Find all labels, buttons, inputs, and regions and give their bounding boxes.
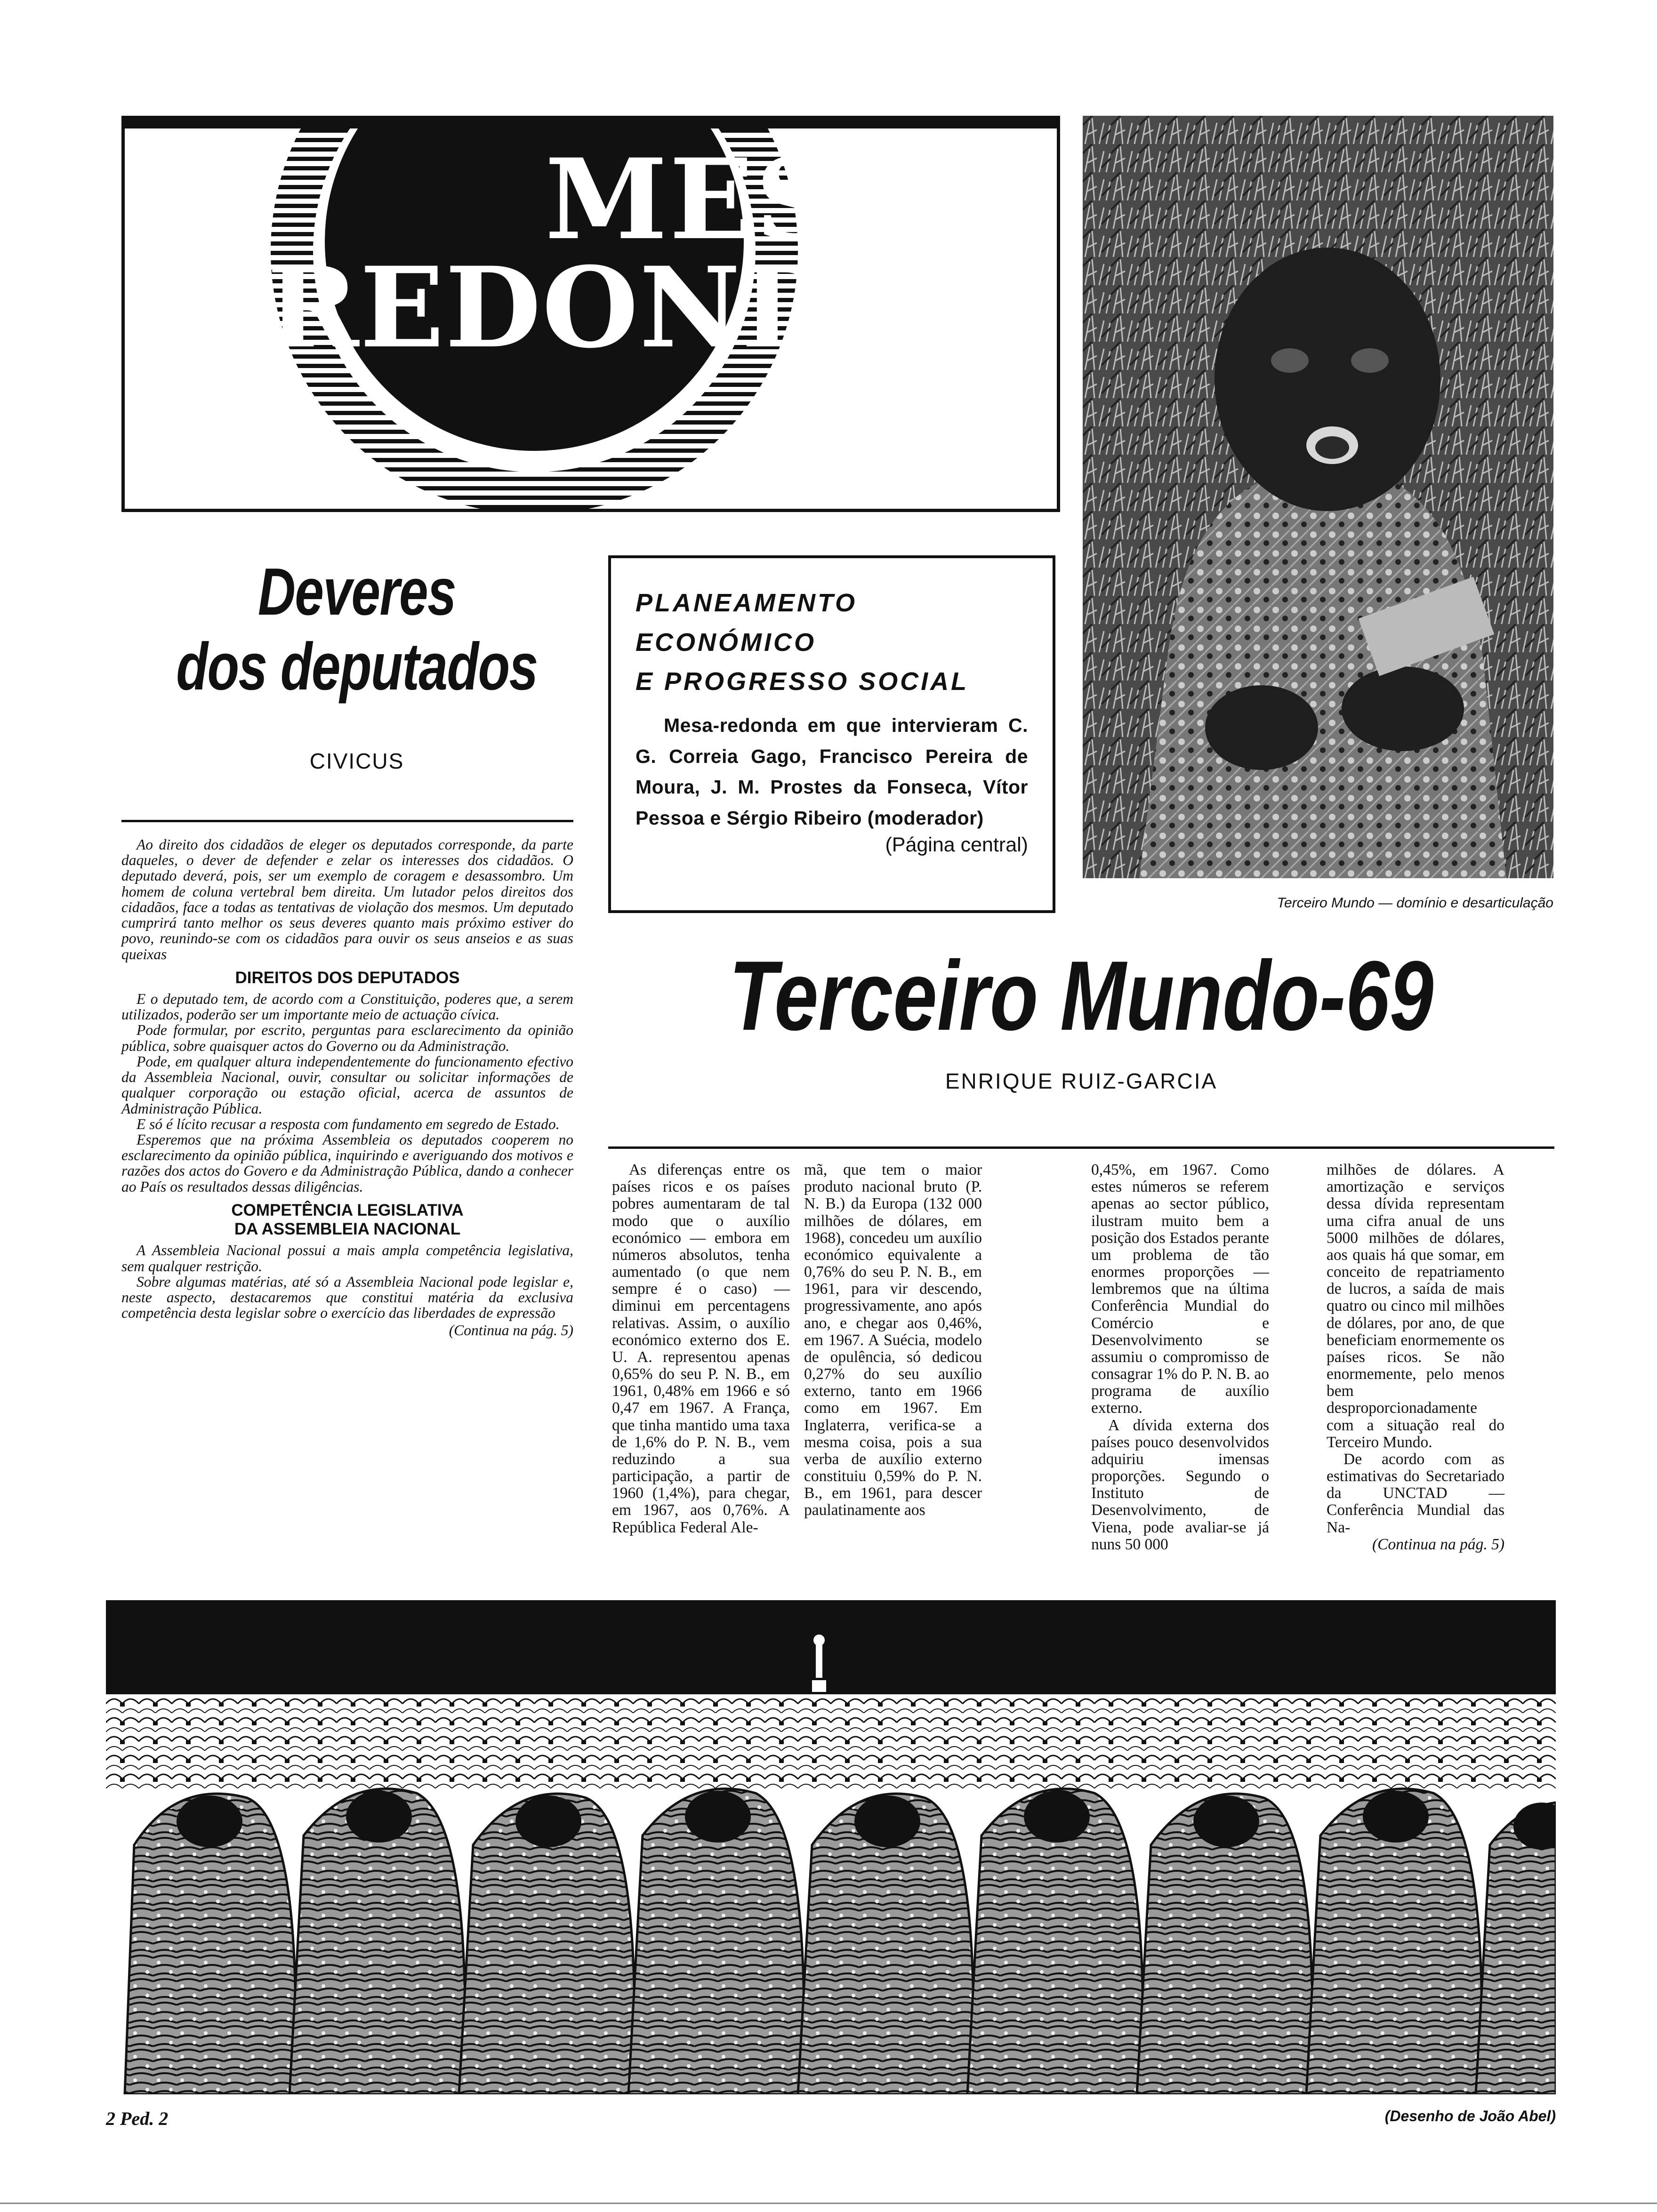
main-article-column-4 (1327, 1162, 1504, 1553)
paragraph: Pode formular, por escrito, perguntas para esclarecimento da opinião pública, sobre quaisquer actos do Governo ou da Administração. (121, 1022, 573, 1054)
photo-caption: Terceiro Mundo — domínio e desarticulação (1277, 895, 1553, 911)
masthead-title-line2: REDONDA (267, 243, 925, 373)
paragraph: E só é lícito recusar a resposta com fundamento em segredo de Estado. (137, 1115, 560, 1132)
paragraph: 0,45%, em 1967. Como estes números se referem apenas ao sector público, ilustram muito bem a posição dos Estados perante um problema de tão enormes proporções — lembremos que na última Conferência Mundial do Comércio e Desenvolvimento se assumiu o compromisso de consagrar 1% do P. N. B. ao programa de auxílio externo. (1091, 1161, 1269, 1417)
paragraph: Pode, em qualquer altura independentemente do funcionamento efectivo da Assembleia Nacional, ouvir, consultar ou solicitar informações de qualquer corporação ou estação oficial, acerca de assuntos de Administração Pública. (121, 1053, 573, 1117)
paragraph: milhões de dólares. A amortização e serviços dessa dívida representam uma cifra anual de uns 5000 milhões de dólares, aos quais há que somar, em conceito de repatriamento de lucros, a saída de mais quatro ou cinco mil milhões de dólares, por ano, de que beneficiam enormemente os países ricos. Se não enormemente, pelo menos bem desproporcionadamente com a situação real do Terceiro Mundo. (1327, 1161, 1504, 1451)
left-article-continued: (Continua na pág. 5) (449, 1322, 573, 1339)
promo-title-line2: E PROGRESSO SOCIAL (635, 667, 969, 696)
promo-box (608, 555, 1055, 913)
paragraph: De acordo com as estimativas do Secretariado da UNCTAD — Conferência Mundial das Na- (1327, 1450, 1504, 1536)
paragraph: Sobre algumas matérias, até só a Assembleia Nacional pode legislar e, neste aspecto, destacaremos que constitui matéria da exclusiva competência desta legislar sobre o exercício das liberdades de expressão (121, 1273, 573, 1322)
promo-title (635, 584, 1028, 702)
masthead-title-line1: MESA (545, 135, 925, 264)
promo-title-line1: PLANEAMENTO ECONÓMICO (635, 589, 858, 657)
promo-page-ref: (Página central) (885, 834, 1028, 857)
left-article-title-line1: Deveres (257, 554, 456, 629)
paragraph: mã, que tem o maior produto nacional bruto (P. N. B.) da Europa (132 000 milhões de dólares, em 1968), concedeu um auxílio económico equivalente a 0,76% do seu P. N. B., em 1961, para vir descendo, progressivamente, ano após ano, e chegar aos 0,46%, em 1967. A Suécia, modelo de opulência, só dedicou 0,27% do seu auxílio externo, tanto em 1966 como em 1967. Em Inglaterra, verifica-se a mesma coisa, pois a sua verba de auxílio externo constituiu 0,59% do P. N. B., em 1961, para descer paulatinamente aos (804, 1161, 982, 1519)
left-article-body (121, 837, 573, 1338)
illustration-drawing (106, 1600, 1556, 2094)
main-article-rule (608, 1146, 1554, 1149)
page-number: 2 Ped. 2 (106, 2108, 169, 2129)
promo-text: Mesa-redonda em que intervieram C. G. Correia Gago, Francisco Pereira de Moura, J. M. Prostes da Fonseca, Vítor Pessoa e Sérgio Ribeiro (moderador) (635, 714, 1028, 829)
masthead-title (125, 135, 925, 373)
page-edge-rule (0, 2203, 1657, 2204)
main-article-column-1 (612, 1162, 790, 1536)
heading-line: DA ASSEMBLEIA NACIONAL (234, 1220, 461, 1239)
left-article-heading-competencia (121, 1201, 573, 1239)
main-article-author: ENRIQUE RUIZ-GARCIA (945, 1069, 1218, 1093)
main-article-continued: (Continua na pág. 5) (1372, 1535, 1504, 1553)
paragraph: As diferenças entre os países ricos e os países pobres aumentaram de tal modo que o auxílio económico — embora em números absolutos, tenha aumentado (o que nem sempre é o caso) — diminui em percentagens relativas. Assim, o auxílio económico externo dos E. U. A. representou apenas 0,65% do seu P. N. B., em 1961, 0,48% em 1966 e só 0,47 em 1967. A França, que tinha mantido uma taxa de 1,6% do P. N. B., vem reduzindo a sua participação, a partir de 1960 (1,4%), para chegar, em 1967, aos 0,76%. A República Federal Ale- (612, 1161, 790, 1536)
left-article-title-line2: dos deputados (176, 629, 538, 705)
left-article-heading-direitos: DIREITOS DOS DEPUTADOS (235, 968, 460, 987)
left-article-author: CIVICUS (309, 749, 404, 773)
paragraph: E o deputado tem, de acordo com a Constituição, poderes que, a serem utilizados, poderão ser um importante meio de actuação cívica. (121, 991, 573, 1023)
photo-child (1083, 116, 1553, 878)
left-article-rule (121, 820, 573, 822)
left-article-title (173, 554, 540, 704)
illustration-credit: (Desenho de João Abel) (1384, 2108, 1556, 2124)
bottom-illustration (106, 1600, 1556, 2094)
paragraph: A dívida externa dos países pouco desenvolvidos adquiriu imensas proporções. Segundo o Instituto de Desenvolvimento, de Viena, pode avaliar-se já nuns 50 000 (1091, 1416, 1269, 1553)
heading-line: COMPETÊNCIA LEGISLATIVA (231, 1201, 464, 1219)
main-article-title: Terceiro Mundo-69 (729, 940, 1434, 1051)
masthead-logo (121, 116, 1060, 512)
main-article-column-2 (804, 1162, 982, 1519)
photo-image (1083, 116, 1553, 878)
left-article-intro: Ao direito dos cidadãos de eleger os deputados corresponde, da parte daqueles, o dever de defender e zelar os interesses dos cidadãos. O deputado deverá, pois, ser um exemplo de coragem e desassombro. Um homem de coluna vertebral bem direita. Um lutador pelos direitos dos cidadãos, face a todas as tentativas de violação dos mesmos. Um deputado cumprirá tanto melhor os seus deveres quanto mais próximo estiver do povo, reunindo-se com os cidadãos para ouvir os seus anseios e as suas queixas (121, 836, 573, 962)
paragraph: Esperemos que na próxima Assembleia os deputados cooperem no esclarecimento da opinião pública, inquirindo e averiguando dos motivos e razões dos actos do Govero e da Administração Pública, dando a conhecer ao País os resultados dessas diligências. (121, 1131, 573, 1195)
main-article-column-3 (1091, 1162, 1269, 1553)
paragraph: A Assembleia Nacional possui a mais ampla competência legislativa, sem qualquer restrição. (121, 1242, 573, 1274)
